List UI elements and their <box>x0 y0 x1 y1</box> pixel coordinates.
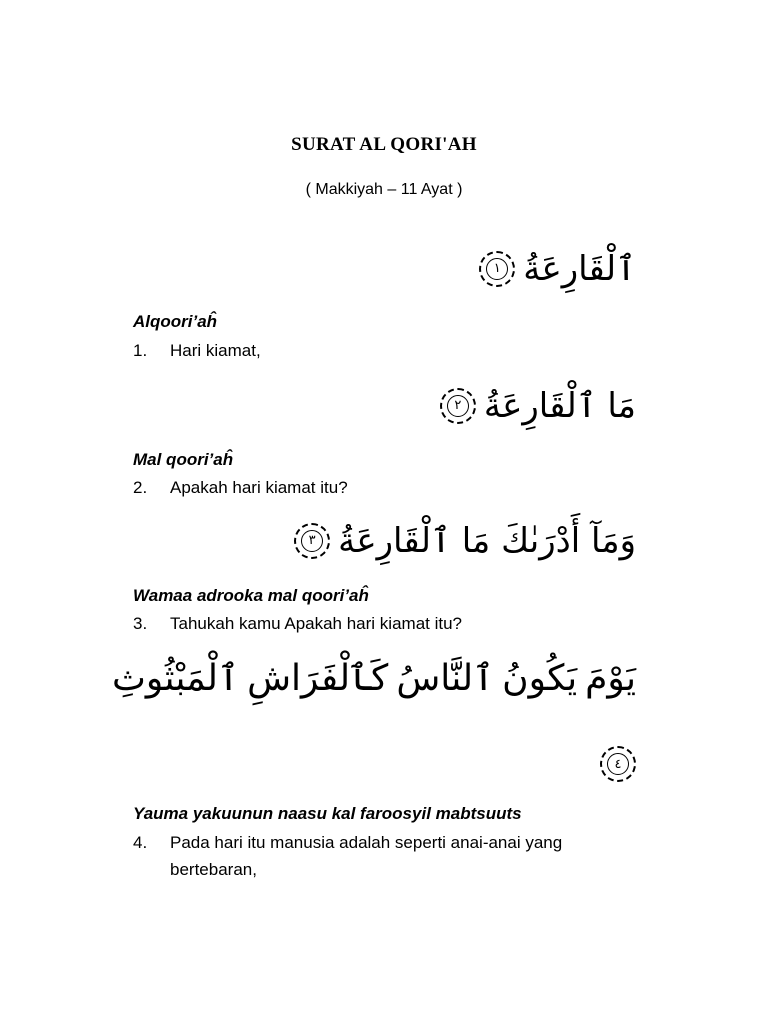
ayah-number-marker: ٤ <box>600 746 636 782</box>
translation-text: Pada hari itu manusia adalah seperti anai-anai yang bertebaran, <box>170 833 563 879</box>
arabic-verse-3 <box>294 520 636 561</box>
arabic-text: ٱلْقَارِعَةُ <box>523 249 636 289</box>
arabic-verse-4 <box>111 658 636 699</box>
translation-2 <box>133 474 643 501</box>
arabic-word: كَٱلْفَرَاشِ <box>247 658 389 699</box>
transliteration-3: Wamaa adrooka mal qoori’aĥ <box>133 586 369 605</box>
ayah-number-marker: ٢ <box>440 388 476 424</box>
arabic-word: يَوْمَ <box>585 658 636 699</box>
verse-number: 3. <box>133 614 148 633</box>
transliteration-4: Yauma yakuunun naasu kal faroosyil mabtsuuts <box>133 804 522 823</box>
arabic-text: مَا ٱلْقَارِعَةُ <box>483 386 636 426</box>
verse-number: 2. <box>133 478 148 497</box>
verse-number: 4. <box>133 833 148 852</box>
translation-text: Apakah hari kiamat itu? <box>170 478 348 497</box>
arabic-word: ٱلْمَبْثُوثِ <box>111 658 240 699</box>
translation-text: Hari kiamat, <box>170 341 261 360</box>
ayah-number-marker: ٣ <box>294 523 330 559</box>
translation-4 <box>133 829 643 883</box>
arabic-verse-2 <box>440 385 636 426</box>
ayah-number-marker: ١ <box>479 251 515 287</box>
translation-1 <box>133 337 643 364</box>
arabic-word: يَكُونُ <box>502 658 578 699</box>
page-title: SURAT AL QORI'AH <box>291 134 477 155</box>
arabic-word: ٱلنَّاسُ <box>396 658 495 699</box>
page-subtitle: ( Makkiyah – 11 Ayat ) <box>305 181 463 198</box>
arabic-text: وَمَآ أَدْرَىٰكَ مَا ٱلْقَارِعَةُ <box>338 521 636 561</box>
transliteration-1: Alqoori’aĥ <box>133 312 218 331</box>
transliteration-2: Mal qoori’aĥ <box>133 450 234 469</box>
verse-number: 1. <box>133 341 148 360</box>
translation-3 <box>133 610 643 637</box>
translation-text: Tahukah kamu Apakah hari kiamat itu? <box>170 614 463 633</box>
arabic-verse-1 <box>479 248 636 289</box>
